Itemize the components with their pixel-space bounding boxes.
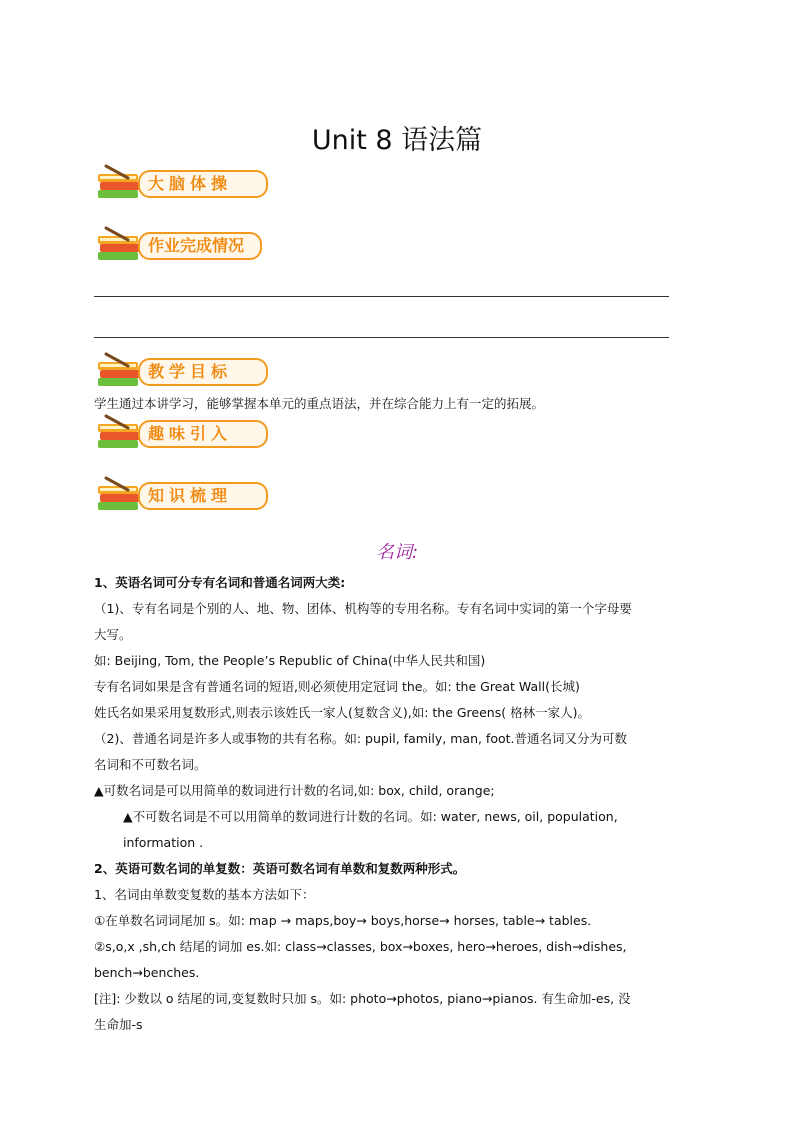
text-line: ②s,o,x ,sh,ch 结尾的词加 es.如: class→classes, box→boxes, hero→heroes, dish→dishes, <box>94 939 627 954</box>
text-line: 专有名词如果是含有普通名词的短语,则必须使用定冠词 the。如: the Great Wall(长城) <box>94 679 580 694</box>
text-line: 大写。 <box>94 627 132 642</box>
text-line: ▲可数名词是可以用简单的数词进行计数的名词,如: box, child, orange; <box>94 783 495 798</box>
badge-label: 作业完成情况 <box>138 232 262 260</box>
text-line: 名词和不可数名词。 <box>94 757 207 772</box>
text-line: 生命加-s <box>94 1017 143 1032</box>
badge-brain-exercise <box>96 164 262 202</box>
books-icon <box>96 352 144 390</box>
books-icon <box>96 226 144 264</box>
section-heading: 名词: <box>375 542 419 563</box>
text-line: information . <box>123 835 204 850</box>
badge-knowledge-review <box>96 476 262 514</box>
badge-teaching-goals <box>96 352 262 390</box>
text-line: 1、英语名词可分专有名词和普通名词两大类: <box>94 575 346 590</box>
text-line: [注]: 少数以 o 结尾的词,变复数时只加 s。如: photo→photos, piano→pianos. 有生命加-es, 没 <box>94 991 631 1006</box>
text-line: 1、名词由单数变复数的基本方法如下： <box>94 887 315 902</box>
answer-line-2 <box>94 337 669 338</box>
text-line: bench→benches. <box>94 965 200 980</box>
page-title: Unit 8 语法篇 <box>311 125 483 156</box>
text-line: 2、英语可数名词的单复数：英语可数名词有单数和复数两种形式。 <box>94 861 466 876</box>
books-icon <box>96 164 144 202</box>
badge-label: 大脑体操 <box>138 170 268 198</box>
badge-label: 趣味引入 <box>138 420 268 448</box>
books-icon <box>96 414 144 452</box>
text-line: 如: Beijing, Tom, the People’s Republic of China(中华人民共和国) <box>94 653 486 668</box>
text-line: （1)、专有名词是个别的人、地、物、团体、机构等的专用名称。专有名词中实词的第一个字母要 <box>94 601 632 616</box>
badge-label: 教学目标 <box>138 358 268 386</box>
badge-homework-status <box>96 226 262 264</box>
text-line: （2)、普通名词是许多人或事物的共有名称。如: pupil, family, man, foot.普通名词又分为可数 <box>94 731 628 746</box>
badge-label: 知识梳理 <box>138 482 268 510</box>
goal-text: 学生通过本讲学习，能够掌握本单元的重点语法，并在综合能力上有一定的拓展。 <box>94 396 545 411</box>
answer-line-1 <box>94 296 669 297</box>
books-icon <box>96 476 144 514</box>
text-line: ①在单数名词词尾加 s。如: map → maps,boy→ boys,horse→ horses, table→ tables. <box>94 913 592 928</box>
text-line: 姓氏名如果采用复数形式,则表示该姓氏一家人(复数含义),如: the Greens( 格林一家人)。 <box>94 705 590 720</box>
badge-fun-intro <box>96 414 262 452</box>
text-line: ▲不可数名词是不可以用简单的数词进行计数的名词。如: water, news, oil, population, <box>123 809 618 824</box>
